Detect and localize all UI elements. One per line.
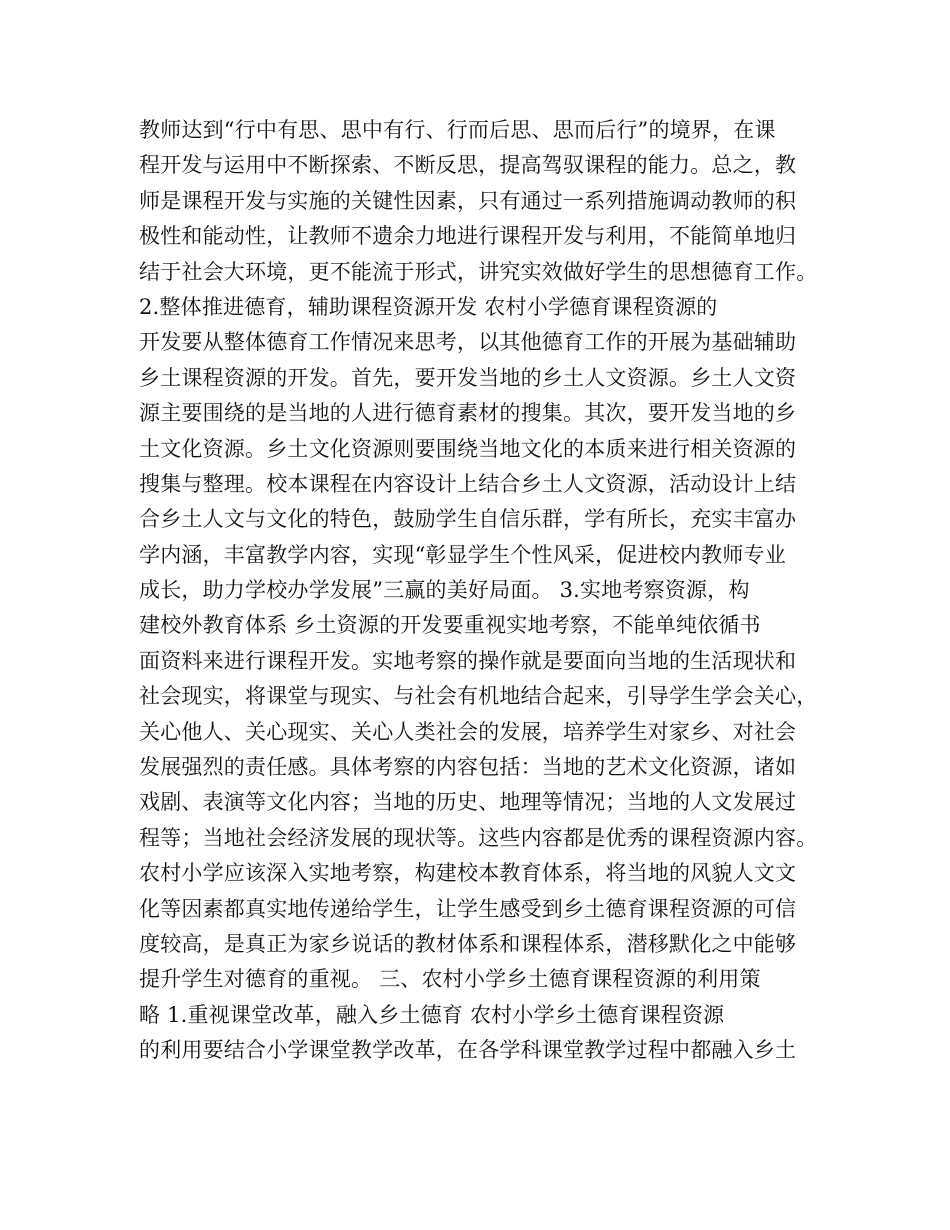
text-line: 土文化资源。乡土文化资源则要围绕当地文化的本质来进行相关资源的 xyxy=(139,436,797,461)
text-line: 面资料来进行课程开发。实地考察的操作就是要面向当地的生活现状和 xyxy=(139,648,797,673)
text-line: 搜集与整理。校本课程在内容设计上结合乡土人文资源，活动设计上结 xyxy=(139,471,797,496)
text-line: 关心他人、关心现实、关心人类社会的发展，培养学生对家乡、对社会 xyxy=(139,719,797,744)
text-line: 成长，助力学校办学发展”三赢的美好局面。 3.实地考察资源，构 xyxy=(139,578,750,603)
text-line: 2.整体推进德育，辅助课程资源开发 农村小学德育课程资源的 xyxy=(139,294,718,319)
text-line: 的利用要结合小学课堂教学改革，在各学科课堂教学过程中都融入乡土 xyxy=(139,1038,797,1063)
text-line: 建校外教育体系 乡土资源的开发要重视实地考察，不能单纯依循书 xyxy=(139,613,761,638)
body-text xyxy=(139,113,819,1069)
text-line: 化等因素都真实地传递给学生，让学生感受到乡土德育课程资源的可信 xyxy=(139,896,797,921)
text-line: 源主要围绕的是当地的人进行德育素材的搜集。其次，要开发当地的乡 xyxy=(139,401,797,426)
text-line: 结于社会大环境，更不能流于形式，讲究实效做好学生的思想德育工作。 xyxy=(139,259,818,284)
text-line: 农村小学应该深入实地考察，构建校本教育体系，将当地的风貌人文文 xyxy=(139,861,797,886)
text-line: 合乡土人文与文化的特色，鼓励学生自信乐群，学有所长，充实丰富办 xyxy=(139,507,797,532)
text-line: 师是课程开发与实施的关键性因素，只有通过一系列措施调动教师的积 xyxy=(139,188,797,213)
text-line: 教师达到“行中有思、思中有行、行而后思、思而后行”的境界，在课 xyxy=(139,118,776,142)
text-line: 提升学生对德育的重视。 三、农村小学乡土德育课程资源的利用策 xyxy=(139,967,761,992)
text-line: 学内涵，丰富教学内容，实现“彰显学生个性风采，促进校内教师专业 xyxy=(139,542,786,567)
text-line: 程开发与运用中不断探索、不断反思，提高驾驭课程的能力。总之，教 xyxy=(139,153,797,178)
text-line: 程等；当地社会经济发展的现状等。这些内容都是优秀的课程资源内容。 xyxy=(139,825,818,850)
text-line: 发展强烈的责任感。具体考察的内容包括：当地的艺术文化资源，诸如 xyxy=(139,755,797,780)
text-line: 度较高，是真正为家乡说话的教材体系和课程体系，潜移默化之中能够 xyxy=(139,931,797,956)
text-line: 戏剧、表演等文化内容；当地的历史、地理等情况；当地的人文发展过 xyxy=(139,790,797,815)
text-line: 乡土课程资源的开发。首先，要开发当地的乡土人文资源。乡土人文资 xyxy=(139,365,797,390)
text-line: 略 1.重视课堂改革，融入乡土德育 农村小学乡土德育课程资源 xyxy=(139,1002,725,1027)
text-line: 开发要从整体德育工作情况来思考，以其他德育工作的开展为基础辅助 xyxy=(139,330,797,355)
text-line: 社会现实，将课堂与现实、与社会有机地结合起来，引导学生学会关心， xyxy=(139,684,818,709)
text-line: 极性和能动性，让教师不遗余力地进行课程开发与利用，不能简单地归 xyxy=(139,224,797,249)
